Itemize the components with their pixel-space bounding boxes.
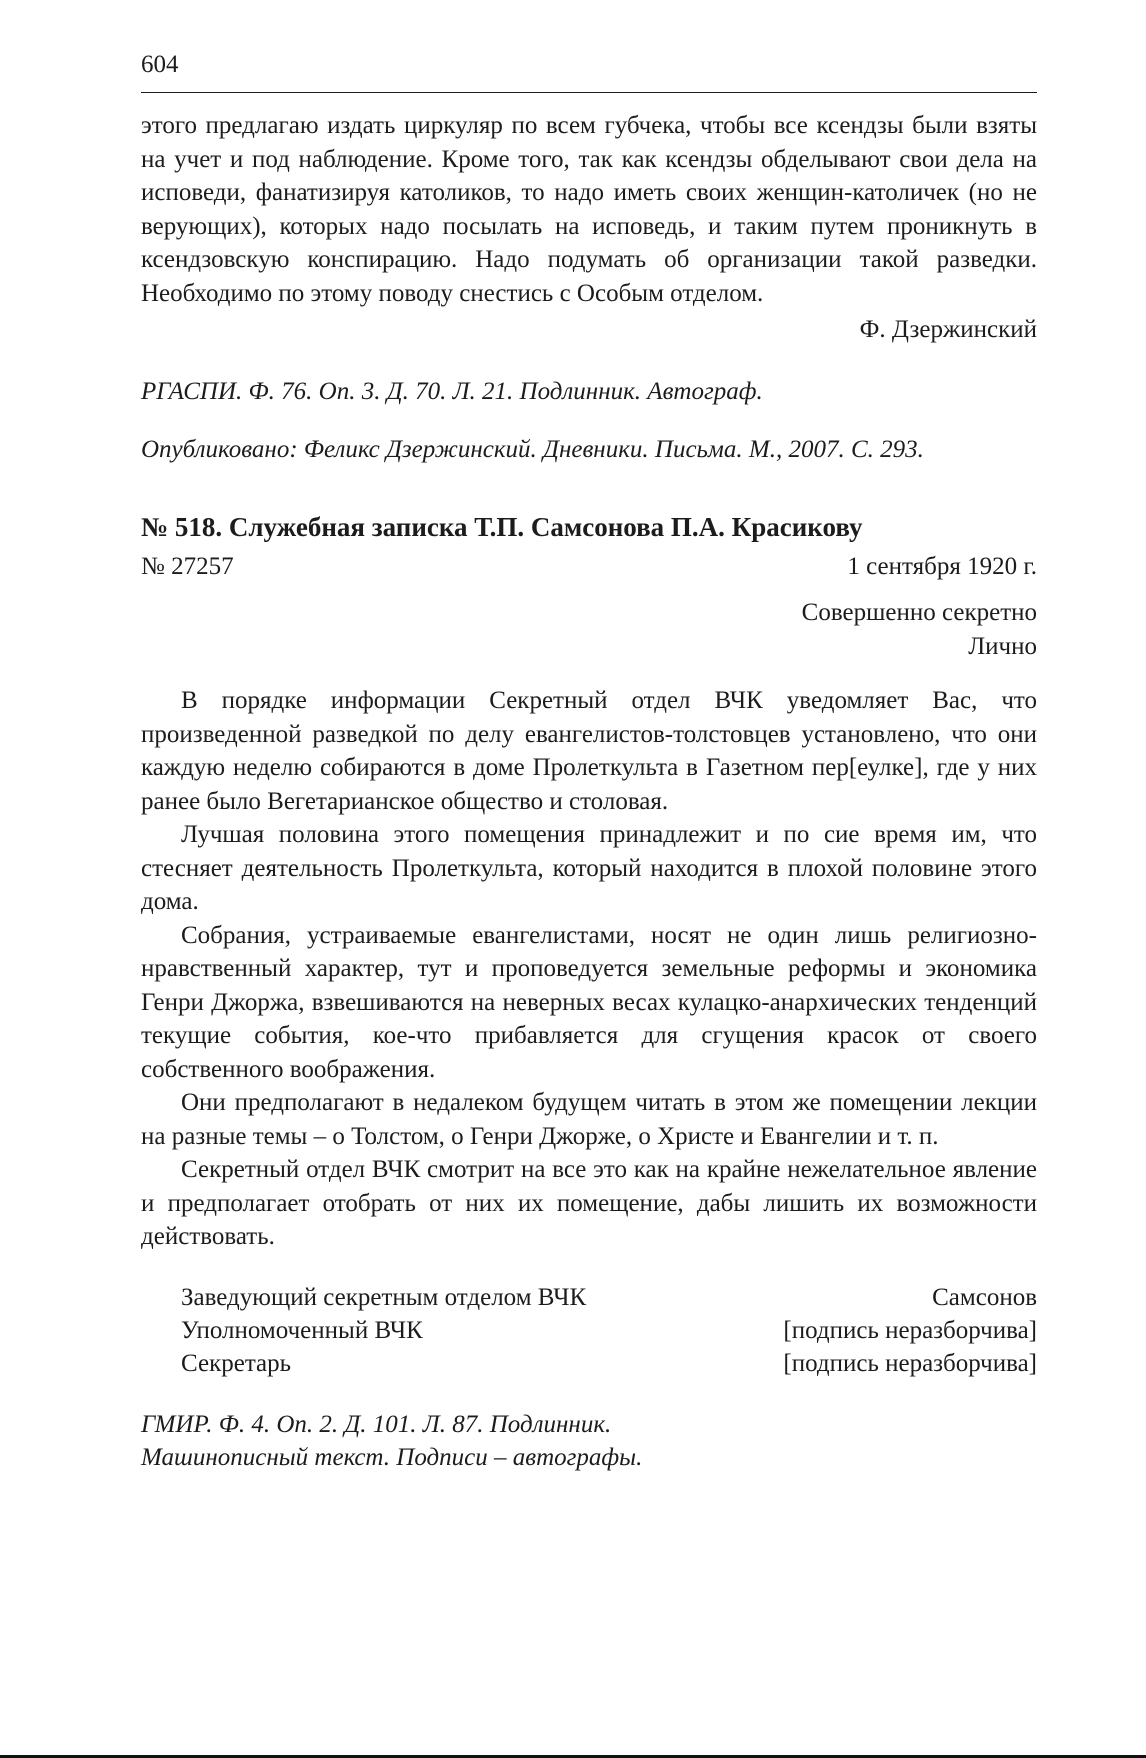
signature-row [181, 1281, 1037, 1314]
signature-row [181, 1347, 1037, 1380]
page-number: 604 [141, 51, 179, 78]
document-archive-source [141, 1408, 1037, 1475]
signature-position: Уполномоченный ВЧК [181, 1316, 423, 1344]
prev-document-archive-source: РГАСПИ. Ф. 76. Оп. 3. Д. 70. Л. 21. Подлинник. Автограф. [141, 377, 763, 405]
document-date: 1 сентября 1920 г. [847, 552, 1037, 580]
document-classification [141, 596, 1037, 663]
classification-secret: Совершенно секретно [801, 599, 1037, 626]
prev-document-signature: Ф. Дзержинский [859, 316, 1037, 343]
book-page [141, 50, 1037, 1475]
document-title: № 518. Служебная записка Т.П. Самсонова П.А. Красикову [141, 511, 863, 542]
body-paragraph: Секретный отдел ВЧК смотрит на все это как на крайне нежелательное явление и предполагает отобрать от них их помещение, дабы лишить их возможности действовать. [141, 1156, 1037, 1250]
body-paragraph: Собрания, устраиваемые евангелистами, носят не один лишь религиозно-нравственный характер, тут и проповедуется земельные реформы и экономика Генри Джоржа, взвешиваются на неверных весах кулацко-анархических тенденций текущие события, кое-что прибавляется для сгущения красок от своего собственного воображения. [141, 921, 1037, 1083]
signature-name: [подпись неразборчива] [783, 1349, 1037, 1377]
classification-personal: Лично [968, 632, 1037, 660]
prev-document-paragraph: этого предлагаю издать циркуляр по всем губчека, чтобы все ксендзы были взяты на учет и под наблюдение. Кроме того, так как ксендзы обделывают свои дела на исповеди, фанатизируя католиков, то надо иметь своих женщин-католичек (но не верующих), которых надо посылать на исповедь, и таким путем проникнуть в ксендзовскую конспирацию. Надо подумать об организации такой разведки. Необходимо по этому поводу снестись с Особым отделом. [141, 112, 1037, 307]
document-body [141, 684, 1037, 1254]
signature-row [181, 1314, 1037, 1347]
body-paragraph: Лучшая половина этого помещения принадлежит и по сие время им, что стесняет деятельность Пролеткульта, который находится в плохой половине этого дома. [141, 821, 1037, 915]
body-paragraph: В порядке информации Секретный отдел ВЧК уведомляет Вас, что произведенной разведкой по делу евангелистов-толстовцев установлено, что они каждую неделю собираются в доме Пролеткульта в Газетном пер[еулке], где у них ранее было Вегетарианское общество и столовая. [141, 687, 1037, 815]
signature-position: Заведующий секретным отделом ВЧК [181, 1283, 587, 1311]
signature-name: Самсонов [932, 1283, 1037, 1311]
document-meta [141, 550, 1037, 584]
body-paragraph: Они предполагают в недалеком будущем читать в этом же помещении лекции на разные темы – о Толстом, о Генри Джорже, о Христе и Евангелии и т. п. [141, 1089, 1037, 1150]
document-number: № 27257 [141, 552, 234, 580]
signature-block [141, 1281, 1037, 1380]
archive-note: Машинописный текст. Подписи – автографы. [141, 1444, 643, 1471]
signature-position: Секретарь [181, 1349, 292, 1377]
signature-name: [подпись неразборчива] [783, 1316, 1037, 1344]
archive-line: ГМИР. Ф. 4. Оп. 2. Д. 101. Л. 87. Подлинник. [141, 1410, 612, 1438]
prev-document-published: Опубликовано: Феликс Дзержинский. Дневники. Письма. М., 2007. С. 293. [141, 436, 924, 463]
header-rule [141, 92, 1037, 93]
